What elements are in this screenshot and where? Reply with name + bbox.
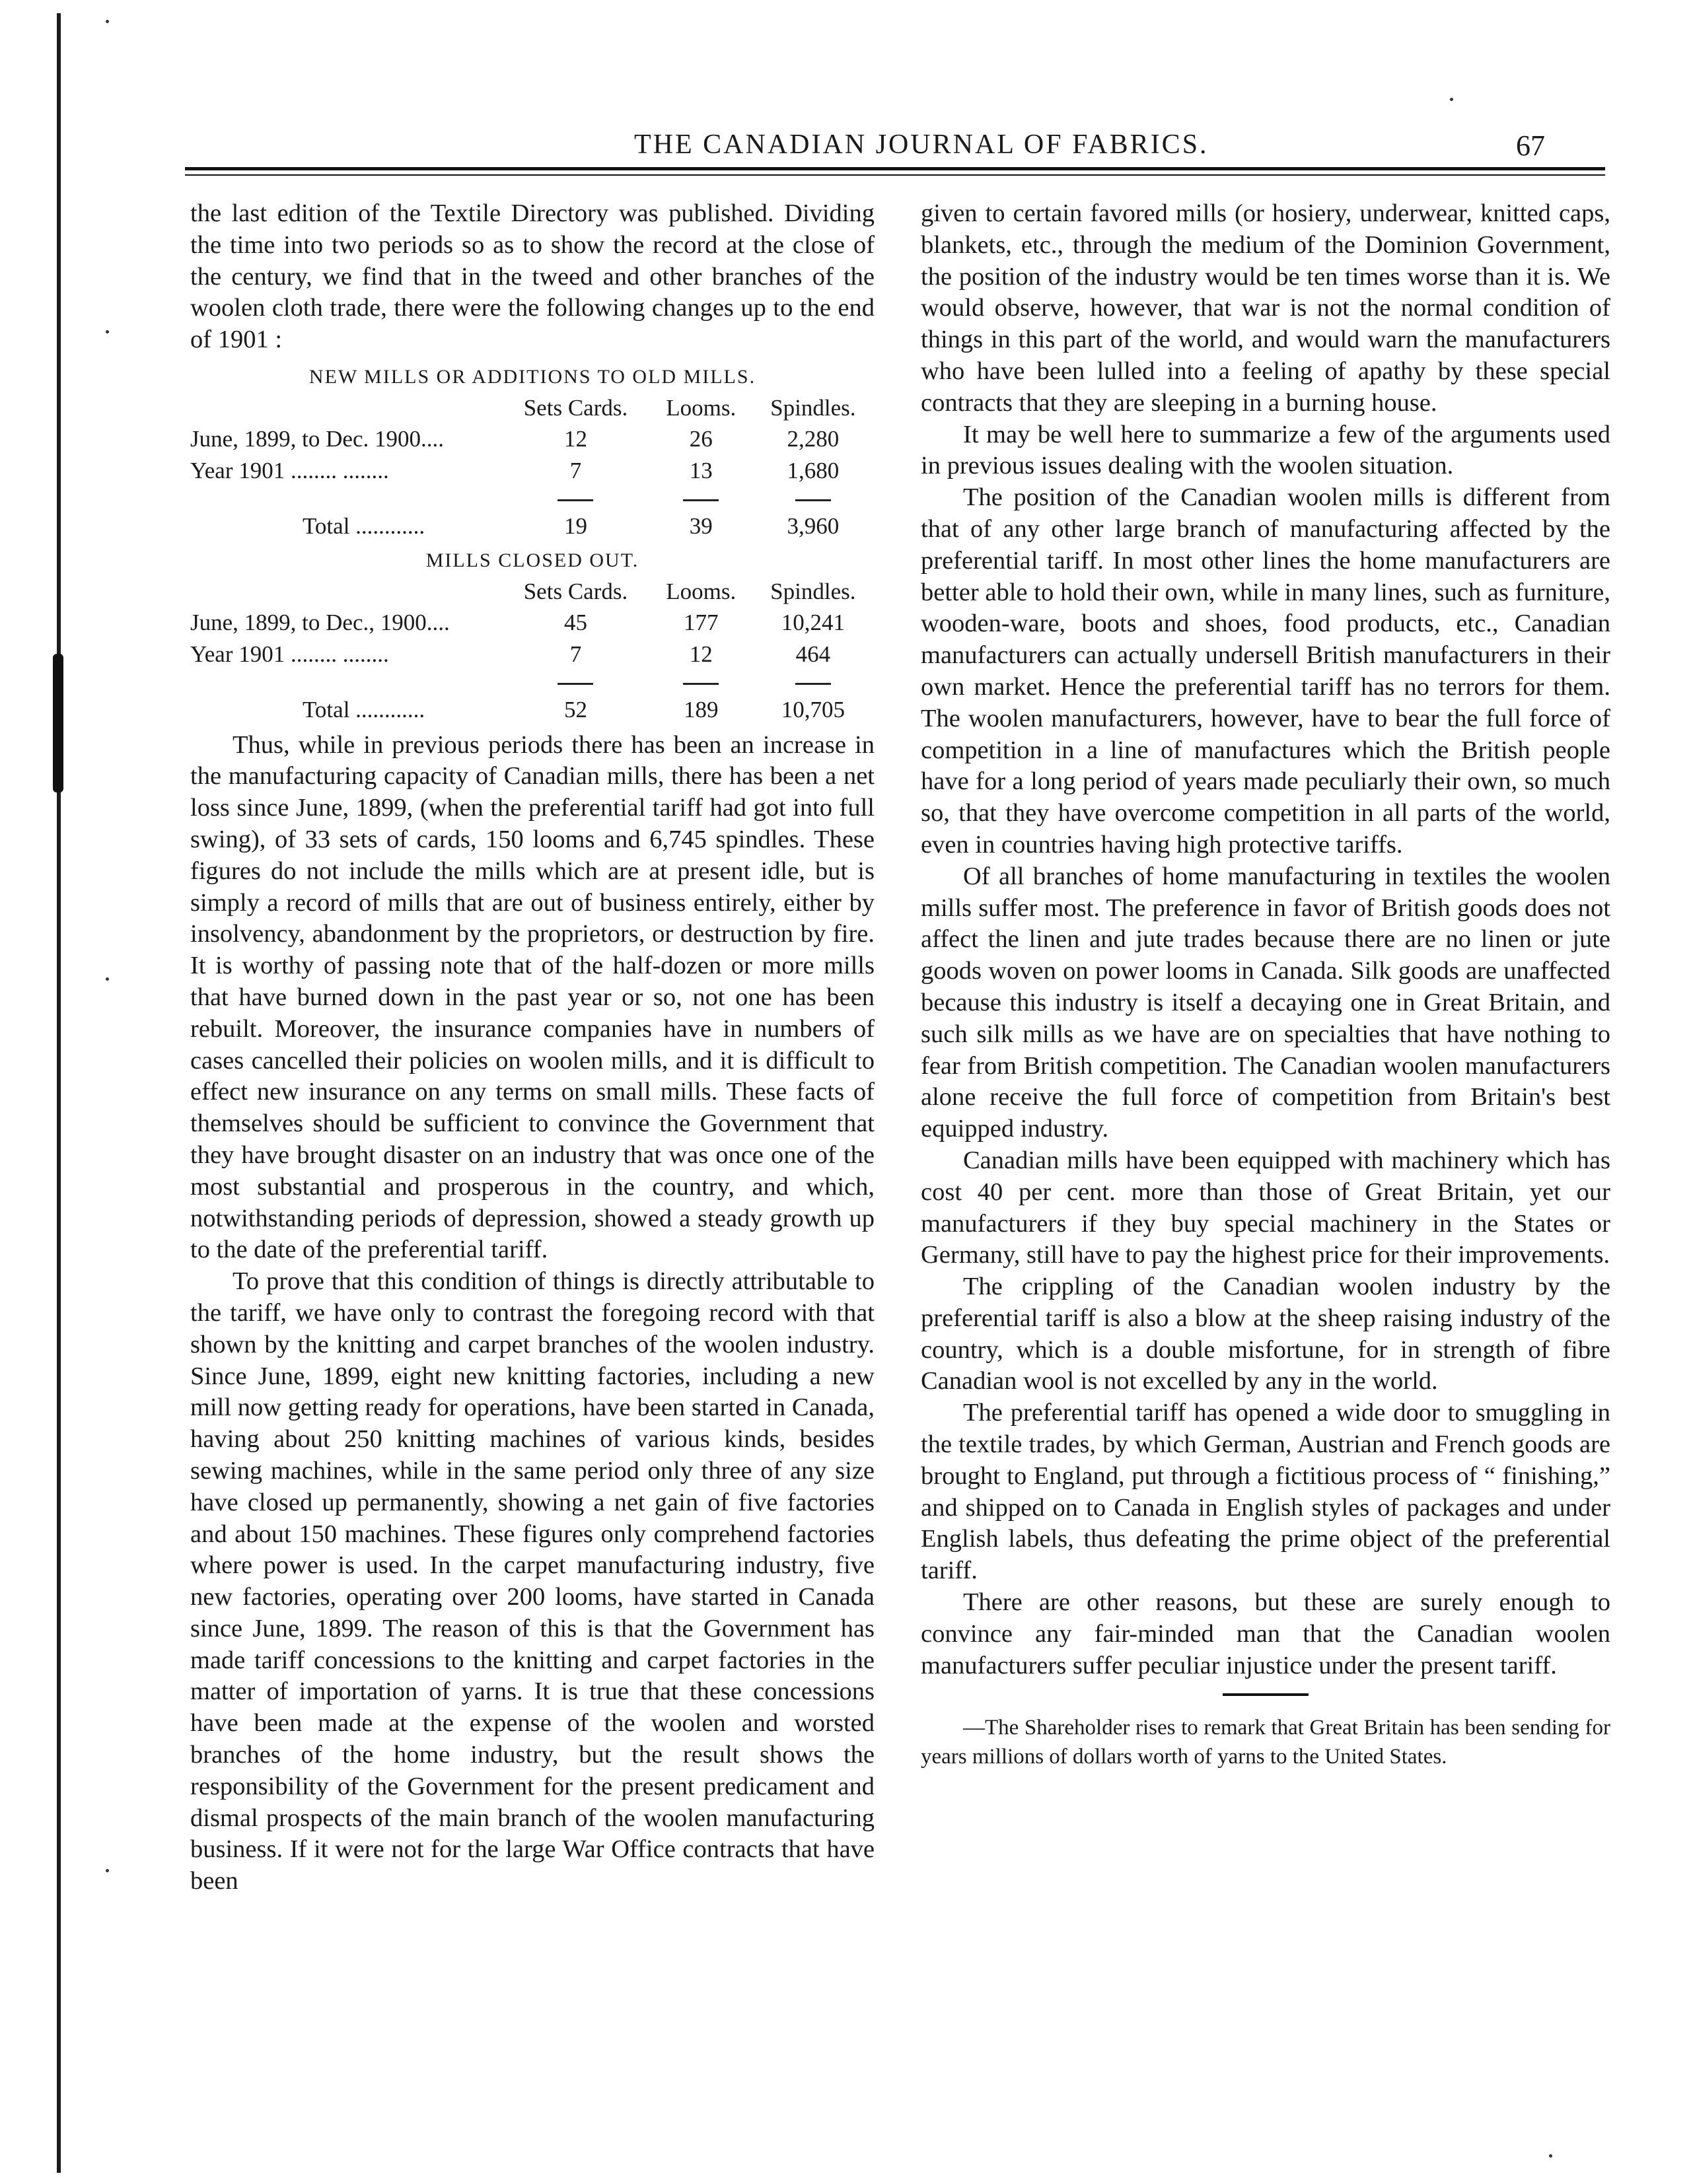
table-header-cell xyxy=(190,577,501,607)
table-cell: 7 xyxy=(569,457,582,483)
table-cell: 12 xyxy=(689,641,713,667)
body-paragraph: The position of the Canadian woolen mills is different from that of any other large branch of manufacturing affected by the preferential tariff. In most other lines the home manufacturers are better able to hold their own, while in many lines, such as furniture, wooden-ware, boots and shoes, food products, etc., Canadian manufacturers can actually undersell British manufacturers in their own market. Hence the preferential tariff has no terrors for them. The woolen manufacturers, however, have to bear the full force of competition in a line of manufactures which the British people have for a long period of years made peculiarly their own, so much so, that they have overcome competition in all parts of the world, even in countries having high protective tariffs. xyxy=(921,483,1610,859)
table-cell: 177 xyxy=(684,609,719,635)
scan-speck xyxy=(1549,2154,1552,2158)
table-total-row xyxy=(190,511,875,542)
table-cell: Total ............ xyxy=(303,696,425,722)
table-total-row xyxy=(190,694,875,726)
left-column xyxy=(190,198,875,1897)
table-cell: Year 1901 ........ ........ xyxy=(190,457,389,483)
table-closed-mills xyxy=(190,577,875,726)
body-paragraph: Canadian mills have been equipped with machinery which has cost 40 per cent. more than those of Great Britain, yet our manufacturers if they buy special machinery in the States or Germany, still have to pay the highest price for their improvements. xyxy=(921,1146,1610,1269)
right-column xyxy=(921,198,1610,1771)
table-row xyxy=(190,639,875,670)
table-caption-new-mills: NEW MILLS OR ADDITIONS TO OLD MILLS. xyxy=(308,365,756,388)
body-paragraph: It may be well here to summarize a few of the arguments used in previous issues dealing with the woolen situation. xyxy=(921,420,1610,480)
intro-paragraph: the last edition of the Textile Directory was published. Dividing the time into two periods so as to show the record at the close of the century, we find that in the tweed and other branches of the woolen cloth trade, there were the following changes up to the end of 1901 : xyxy=(190,199,875,354)
table-cell: 7 xyxy=(569,641,582,667)
table-sum-rule xyxy=(190,670,875,694)
binding-smudge xyxy=(53,654,63,793)
table-header-cell: Spindles. xyxy=(770,578,856,604)
table-cell: June, 1899, to Dec., 1900.... xyxy=(190,609,450,635)
scan-speck xyxy=(1450,98,1453,101)
table-cell: 13 xyxy=(689,457,713,483)
table-sum-rule xyxy=(190,487,875,511)
scan-speck xyxy=(106,1869,109,1872)
table-cell: 39 xyxy=(689,512,713,539)
body-paragraph: Thus, while in previous periods there has been an increase in the manufacturing capacity of Canadian mills, there has been a net loss since June, 1899, (when the preferential tariff had got into full swing), of 33 sets of cards, 150 looms and 6,745 spindles. These figures do not include the mills which are at present idle, but is simply a record of mills that are out of business entirely, either by insolvency, abandonment by the proprietors, or destruction by fire. It is worthy of passing note that of the half-dozen or more mills that have burned down in the past year or so, not one has been rebuilt. Moreover, the insurance companies have in numbers of cases cancelled their policies on woolen mills, and it is difficult to effect new insurance on any terms on small mills. These facts of themselves should be sufficient to convince the Government that they have brought disaster on an industry that was once one of the most substantial and prosperous in the country, and which, notwithstanding periods of depression, showed a steady growth up to the date of the preferential tariff. xyxy=(190,730,875,1264)
table-row xyxy=(190,607,875,639)
binding-edge xyxy=(57,13,61,2173)
table-cell: 45 xyxy=(563,609,587,635)
header-rule-thin xyxy=(185,174,1605,176)
table-cell: 10,241 xyxy=(781,609,845,635)
table-cell: 10,705 xyxy=(781,696,845,722)
body-paragraph: The preferential tariff has opened a wide door to smuggling in the textile trades, by which German, Austrian and French goods are brought to England, put through a fictitious process of “ finishing,” and shipped on to Canada in English styles of packages and under English labels, thus defeating the prime object of the preferential tariff. xyxy=(921,1399,1610,1585)
table-header-cell: Spindles. xyxy=(770,394,856,421)
table-cell: Year 1901 ........ ........ xyxy=(190,641,389,667)
table-header-cell: Sets Cards. xyxy=(523,394,628,421)
table-header-cell xyxy=(190,393,501,423)
body-paragraph: There are other reasons, but these are surely enough to convince any fair-minded man that the Canadian woolen manufacturers suffer peculiar injustice under the present tariff. xyxy=(921,1588,1610,1679)
scan-speck xyxy=(106,20,109,23)
footnote: —The Shareholder rises to remark that Great Britain has been sending for years millions of dollars worth of yarns to the United States. xyxy=(921,1716,1610,1769)
body-paragraph: Of all branches of home manufacturing in textiles the woolen mills suffer most. The preference in favor of British goods does not affect the linen and jute trades because there are no linen or jute goods woven on power looms in Canada. Silk goods are unaffected because this industry is itself a decaying one in Great Britain, and such silk mills as we have are on specialties that have nothing to fear from British competition. The Canadian woolen manufacturers alone receive the full force of competition from Britain's best equipped industry. xyxy=(921,862,1610,1143)
table-cell: 26 xyxy=(689,425,713,452)
table-new-mills xyxy=(190,393,875,542)
scan-speck xyxy=(106,330,109,334)
table-header-cell: Sets Cards. xyxy=(523,578,628,604)
table-cell: 464 xyxy=(795,641,831,667)
body-paragraph: To prove that this condition of things is directly attributable to the tariff, we have only to contrast the foregoing record with that shown by the knitting and carpet branches of the woolen industry. Since June, 1899, eight new knitting factories, including a new mill now getting ready for operations, have been started in Canada, having about 250 knitting machines of various kinds, besides sewing machines, while in the same period only three of any size have closed up permanently, showing a net gain of five factories and about 150 machines. These figures only comprehend factories where power is used. In the carpet manufacturing industry, five new factories, operating over 200 looms, have started in Canada since June, 1899. The reason of this is that the Government has made tariff concessions to the knitting and carpet factories in the matter of importation of yarns. It is true that these concessions have been made at the expense of the woolen and worsted branches of the home industry, but the result shows the responsibility of the Government for the present predicament and dismal prospects of the main branch of the woolen manufacturing business. If it were not for the large War Office contracts that have been xyxy=(190,1267,875,1895)
table-header-row xyxy=(190,393,875,423)
table-row xyxy=(190,423,875,455)
table-row xyxy=(190,455,875,487)
header-rule xyxy=(185,167,1605,170)
page-number: 67 xyxy=(1516,129,1545,162)
table-cell: 52 xyxy=(563,696,587,722)
body-paragraph: The crippling of the Canadian woolen industry by the preferential tariff is also a blow at the sheep raising industry of the country, which is a double misfortune, for in strength of fibre Canadian wool is not excelled by any in the world. xyxy=(921,1273,1610,1395)
table-header-cell: Looms. xyxy=(666,394,737,421)
table-cell: 2,280 xyxy=(787,425,840,452)
table-header-cell: Looms. xyxy=(666,578,737,604)
scan-speck xyxy=(106,977,109,981)
table-cell: Total ............ xyxy=(303,512,425,539)
section-divider xyxy=(1223,1693,1309,1696)
table-cell: 189 xyxy=(684,696,719,722)
body-paragraph: given to certain favored mills (or hosiery, underwear, knitted caps, blankets, etc., through the medium of the Dominion Government, the position of the industry would be ten times worse than it is. We would observe, however, that war is not the normal condition of things in this part of the world, and would warn the manufacturers who have been lulled into a feeling of apathy by these special contracts that they are sleeping in a burning house. xyxy=(921,199,1610,417)
journal-title: THE CANADIAN JOURNAL OF FABRICS. xyxy=(634,129,1209,160)
table-cell: 1,680 xyxy=(787,457,840,483)
table-header-row xyxy=(190,577,875,607)
table-cell: 19 xyxy=(563,512,587,539)
table-cell: June, 1899, to Dec. 1900.... xyxy=(190,425,444,452)
table-cell: 12 xyxy=(563,425,587,452)
table-caption-closed-mills: MILLS CLOSED OUT. xyxy=(425,549,639,571)
table-cell: 3,960 xyxy=(787,512,840,539)
